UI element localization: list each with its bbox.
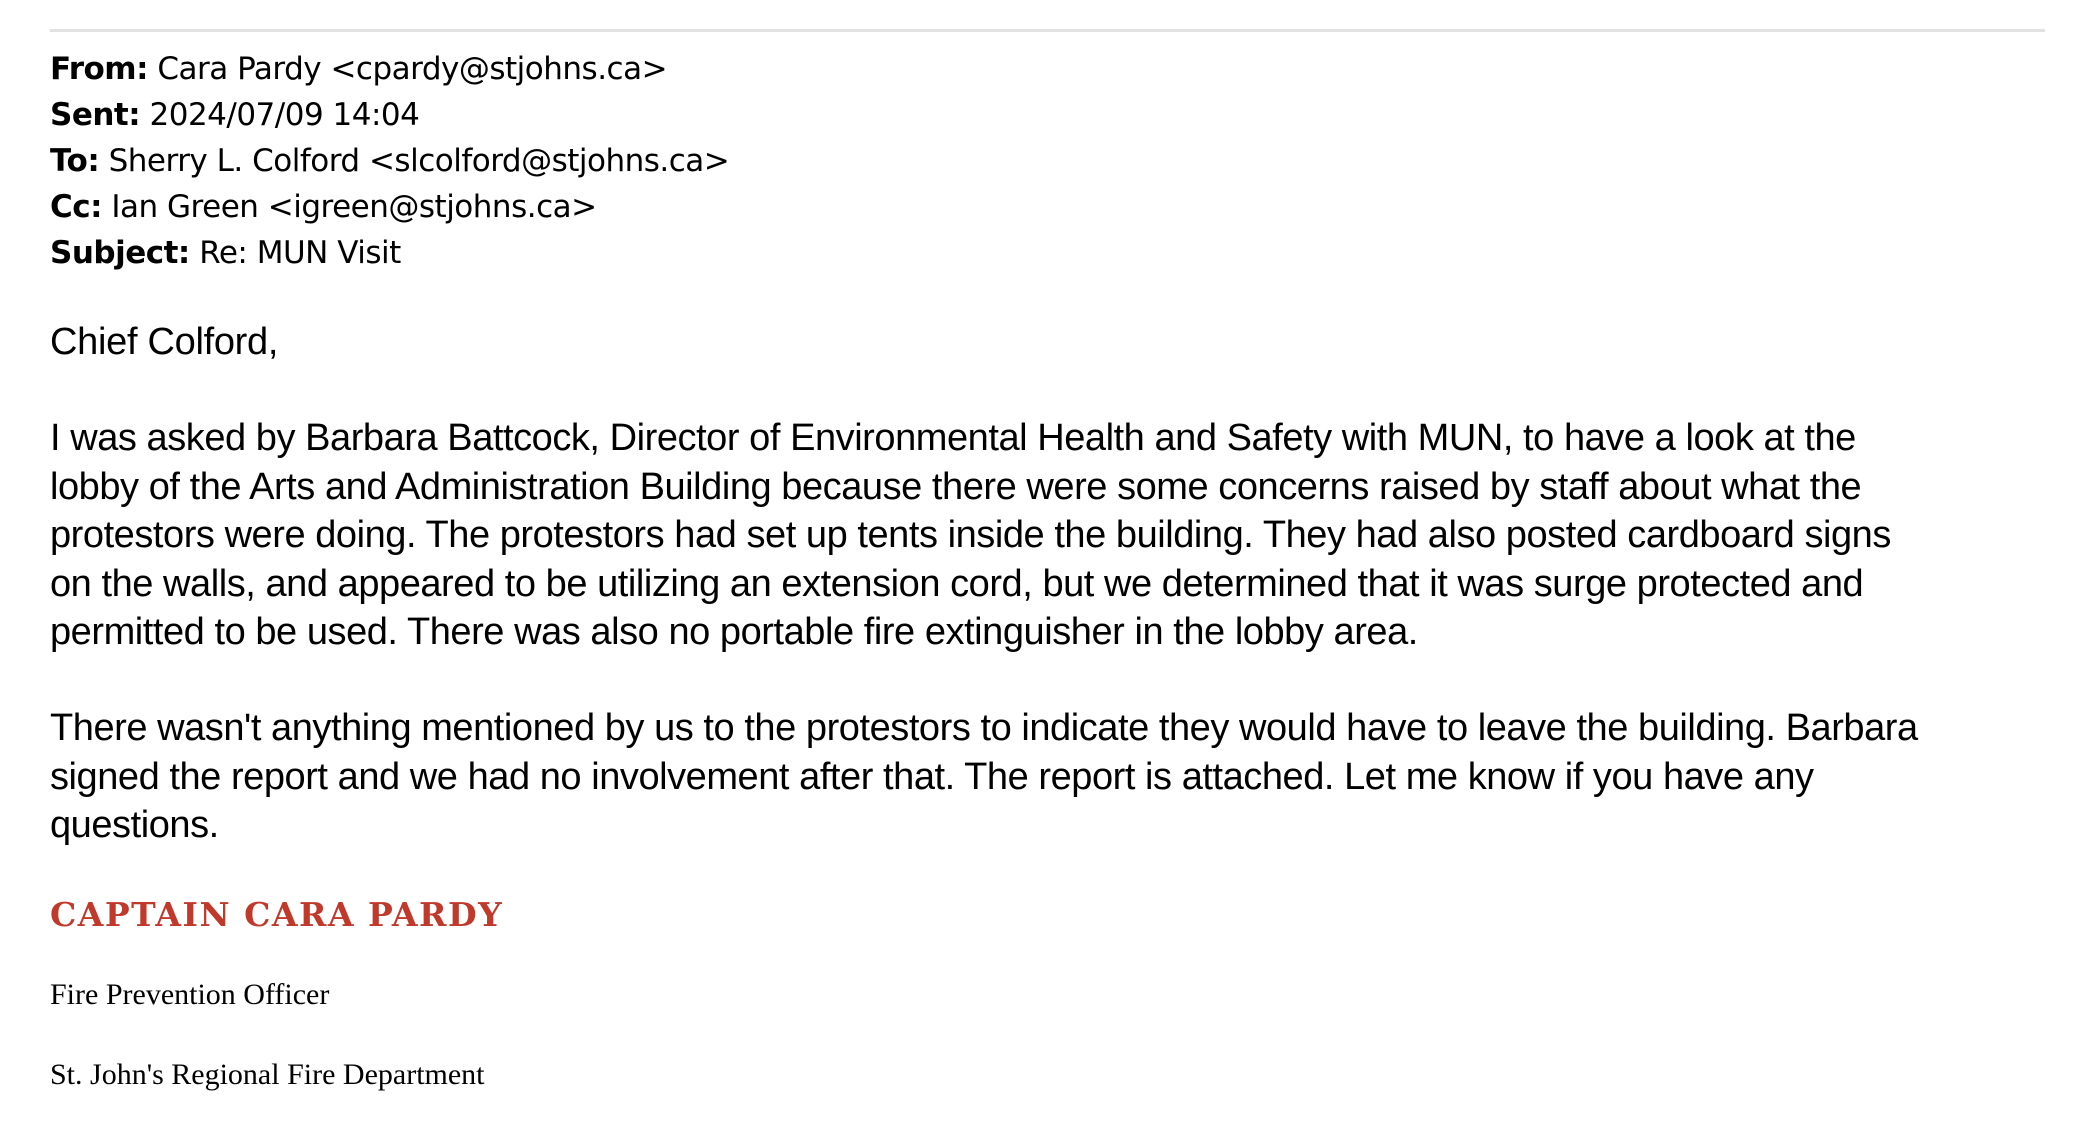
signature-title: Fire Prevention Officer (50, 978, 330, 1011)
header-sent (50, 92, 729, 138)
header-subject-value: Re: MUN Visit (199, 235, 401, 271)
header-sent-label: Sent: (50, 97, 141, 133)
paragraph-line: on the walls, and appeared to be utilizing an extension cord, but we determined that it was surge protected and (50, 562, 1864, 605)
paragraph-line: lobby of the Arts and Administration Building because there were some concerns raised by staff about what the (50, 465, 1862, 508)
paragraph-line: questions. (50, 804, 219, 846)
header-subject (50, 230, 729, 276)
header-to-value: Sherry L. Colford <slcolford@stjohns.ca> (108, 143, 730, 179)
paragraph-line: permitted to be used. There was also no portable fire extinguisher in the lobby area. (50, 611, 1418, 653)
email-greeting: Chief Colford, (50, 321, 279, 363)
header-from-value: Cara Pardy <cpardy@stjohns.ca> (157, 51, 668, 87)
header-cc-label: Cc: (50, 189, 103, 225)
paragraph-line: signed the report and we had no involvement after that. The report is attached. Let me know if you have any (50, 755, 1814, 798)
header-from-label: From: (50, 51, 148, 87)
signature-name: CAPTAIN CARA PARDY (50, 895, 504, 934)
paragraph-line: I was asked by Barbara Battcock, Director of Environmental Health and Safety with MUN, to have a look at the (50, 417, 1856, 459)
header-to (50, 138, 729, 184)
header-divider (50, 29, 2045, 32)
header-subject-label: Subject: (50, 235, 190, 271)
email-paragraph-2 (50, 704, 2045, 850)
header-to-label: To: (50, 143, 100, 179)
email-paragraph-1 (50, 414, 2045, 657)
paragraph-line: There wasn't anything mentioned by us to the protestors to indicate they would have to leave the building. Barbara (50, 707, 1918, 749)
email-headers (50, 46, 729, 276)
paragraph-line: protestors were doing. The protestors had set up tents inside the building. They had also posted cardboard signs (50, 514, 1891, 556)
header-cc-value: Ian Green <igreen@stjohns.ca> (111, 189, 597, 225)
header-sent-value: 2024/07/09 14:04 (149, 97, 420, 133)
header-from (50, 46, 729, 92)
header-cc (50, 184, 729, 230)
signature-department: St. John's Regional Fire Department (50, 1058, 485, 1091)
